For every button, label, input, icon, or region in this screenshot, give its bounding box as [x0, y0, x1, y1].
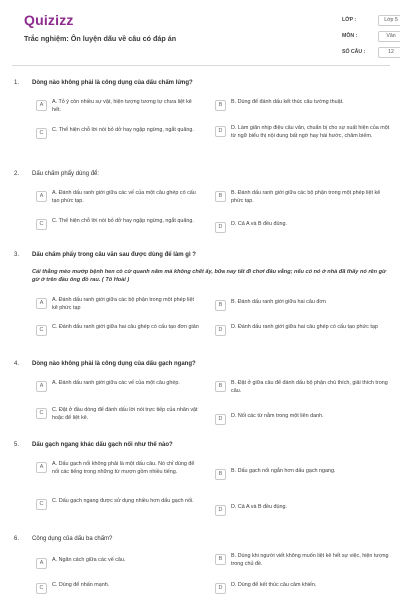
option-text: D. Nối các từ nằm trong một liên danh.: [231, 413, 324, 419]
question-4: [14, 361, 390, 433]
option-text: C. Thể hiện chỗ lời nói bỏ dở hay ngập ngừng, ngắt quãng.: [52, 218, 194, 224]
option-a[interactable]: [36, 557, 201, 569]
quizizz-logo: Quizizz: [24, 12, 74, 28]
option-letter: D: [215, 126, 226, 137]
option-text: B. Dùng để đánh dấu kết thúc câu tường thuật.: [231, 99, 344, 105]
option-letter: A: [36, 191, 47, 202]
option-text: B. Đánh dấu ranh giới giữa các bộ phận trong một phép liệt kê phức tạp.: [231, 190, 381, 204]
option-text: C. Đánh dấu ranh giới giữa hai câu ghép có cấu tạo đơn giản: [52, 324, 199, 330]
option-d[interactable]: [215, 504, 390, 516]
option-a[interactable]: [36, 380, 201, 392]
option-text: B. Dùng khi người viết không muốn liệt kê hết sự việc, hiện tượng trong chủ đề.: [231, 553, 389, 567]
question-text: Dòng nào không phải là công dụng của dấu gạch ngang?: [32, 361, 196, 367]
option-text: D. Cả A và B đều đúng.: [231, 221, 288, 227]
option-text: A. Dấu gạch nối không phải là một dấu câu. Nó chỉ dùng để nối các tiếng trong những từ mượn gồm nhiều tiếng.: [52, 461, 195, 475]
meta-value-grade: Lớp 5: [378, 15, 400, 26]
question-6: [14, 536, 390, 598]
option-text: B. Dấu gạch nối ngắn hơn dấu gạch ngang.: [231, 468, 336, 474]
question-2: [14, 171, 390, 241]
option-letter: B: [215, 469, 226, 480]
option-letter: C: [36, 583, 47, 594]
option-letter: D: [215, 222, 226, 233]
option-letter: B: [215, 300, 226, 311]
meta-label: SỐ CÂU :: [342, 49, 366, 55]
question-text: Công dụng của dấu ba chấm?: [32, 536, 113, 542]
option-c[interactable]: [36, 498, 201, 510]
option-a[interactable]: [36, 99, 201, 114]
option-text: A. Ngăn cách giữa các vế câu.: [52, 557, 126, 563]
option-a[interactable]: [36, 297, 201, 312]
option-text: D. Đánh dấu ranh giới giữa hai câu ghép có cấu tạo phức tạp: [231, 324, 378, 330]
question-quote: Cái thằng mèo mướp bệnh hen cò cử quanh năm mà không chết ấy, bữa nay tất đi chơi đâu vắng; nếu có nó ở nhà đã thấy nó rên gừ gừ ở trên đầu ông đồ rau. ( Tô Hoài ): [32, 269, 386, 283]
option-d[interactable]: [215, 582, 390, 594]
option-c[interactable]: [36, 127, 201, 139]
option-text: A. Đánh dấu ranh giới giữa các vế của một câu ghép.: [52, 380, 180, 386]
page-title: Trắc nghiệm: Ôn luyện dấu về câu có đáp án: [24, 34, 177, 43]
option-d[interactable]: [215, 413, 390, 425]
option-b[interactable]: [215, 99, 390, 111]
question-number: 5.: [14, 442, 20, 448]
meta-row-count: [342, 45, 400, 59]
option-letter: D: [215, 505, 226, 516]
question-number: 3.: [14, 252, 20, 258]
option-letter: A: [36, 381, 47, 392]
option-b[interactable]: [215, 380, 390, 395]
meta-row-grade: [342, 13, 400, 27]
option-letter: A: [36, 558, 47, 569]
meta-row-subject: [342, 29, 400, 43]
option-letter: D: [215, 583, 226, 594]
meta-value-subject: Văn: [378, 31, 400, 42]
option-text: A. Đánh dấu ranh giới giữa các vế của một câu ghép có cấu tạo phức tạp.: [52, 190, 196, 204]
option-b[interactable]: [215, 468, 390, 480]
option-text: B. Đặt ở giữa câu để đánh dấu bộ phận chú thích, giải thích trong câu.: [231, 380, 388, 394]
meta-label: MÔN :: [342, 33, 358, 39]
worksheet-meta: [342, 13, 400, 61]
question-3: [14, 252, 390, 348]
option-d[interactable]: [215, 324, 390, 336]
question-text: Dấu chấm phẩy trong câu văn sau được dùng để làm gì ?: [32, 252, 196, 258]
option-letter: A: [36, 100, 47, 111]
option-b[interactable]: [215, 190, 390, 205]
option-letter: B: [215, 100, 226, 111]
question-5: [14, 442, 390, 526]
option-letter: C: [36, 219, 47, 230]
option-letter: A: [36, 462, 47, 473]
question-number: 2.: [14, 171, 20, 177]
option-text: D. Làm giãn nhịp điệu câu văn, chuẩn bị cho sự xuất hiện của một từ ngữ biểu thị nội dung bất ngờ hay hài hước, châm biếm.: [231, 125, 390, 139]
option-letter: B: [215, 554, 226, 565]
question-text: Dấu chấm phẩy dùng để:: [32, 171, 100, 177]
option-d[interactable]: [215, 221, 390, 233]
option-c[interactable]: [36, 218, 201, 230]
meta-label: LỚP :: [342, 17, 357, 23]
option-b[interactable]: [215, 299, 390, 311]
question-text: Dòng nào không phải là công dụng của dấu chấm lửng?: [32, 80, 193, 86]
option-letter: C: [36, 325, 47, 336]
worksheet-header: [12, 0, 398, 66]
question-1: [14, 80, 390, 160]
option-text: C. Dấu gạch ngang được sử dụng nhiều hơn dấu gạch nối.: [52, 498, 194, 504]
option-letter: B: [215, 191, 226, 202]
question-text: Dấu gạch ngang khác dấu gạch nối như thế nào?: [32, 442, 173, 448]
question-number: 1.: [14, 80, 20, 86]
option-c[interactable]: [36, 407, 201, 422]
option-b[interactable]: [215, 553, 390, 568]
option-a[interactable]: [36, 190, 201, 205]
option-text: A. Đánh dấu ranh giới giữa các bộ phận trong một phép liệt kê phức tạp: [52, 297, 194, 311]
option-letter: B: [215, 381, 226, 392]
option-a[interactable]: [36, 461, 201, 476]
option-text: A. Tỏ ý còn nhiều sự vật, hiện tượng tương tự chưa liệt kê hết.: [52, 99, 192, 113]
question-number: 6.: [14, 536, 20, 542]
question-number: 4.: [14, 361, 20, 367]
option-text: D. Cả A và B đều đúng.: [231, 504, 288, 510]
option-text: C. Đặt ở đầu dòng để đánh dấu lời nói trực tiếp của nhân vật hoặc để liệt kê.: [52, 407, 198, 421]
option-letter: D: [215, 325, 226, 336]
option-c[interactable]: [36, 582, 201, 594]
option-text: B. Đánh dấu ranh giới giữa hai câu đơn: [231, 299, 326, 305]
option-letter: D: [215, 414, 226, 425]
meta-value-count: 12: [378, 47, 400, 58]
option-letter: A: [36, 298, 47, 309]
option-letter: C: [36, 408, 47, 419]
option-letter: C: [36, 128, 47, 139]
option-letter: C: [36, 499, 47, 510]
option-text: D. Dùng để kết thúc câu cảm khiến.: [231, 582, 317, 588]
option-d[interactable]: [215, 125, 390, 140]
option-c[interactable]: [36, 324, 201, 336]
option-text: C. Thể hiện chỗ lời nói bỏ dở hay ngập ngừng, ngắt quãng.: [52, 127, 194, 133]
option-text: C. Dùng để nhấn mạnh.: [52, 582, 110, 588]
